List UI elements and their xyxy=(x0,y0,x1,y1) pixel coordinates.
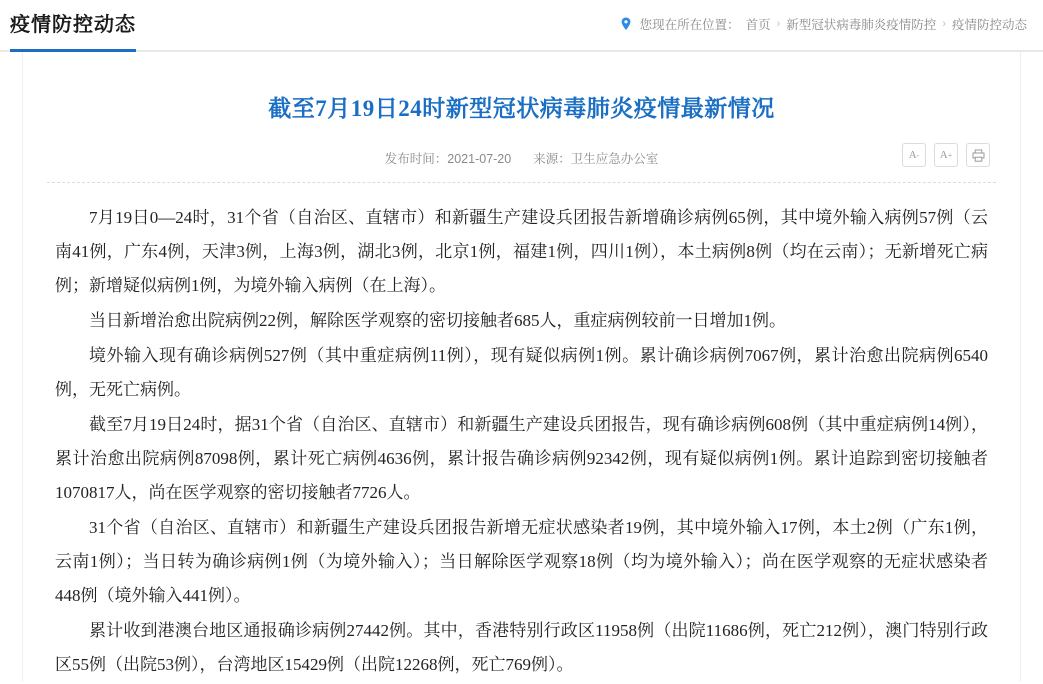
breadcrumb-item-current: 疫情防控动态 xyxy=(951,18,1027,32)
breadcrumb-item-covid-control[interactable]: 新型冠状病毒肺炎疫情防控 xyxy=(786,18,937,32)
article-paragraph: 31个省（自治区、直辖市）和新疆生产建设兵团报告新增无症状感染者19例，其中境外输入17例，本土2例（广东1例，云南1例）；当日转为确诊病例1例（为境外输入）；当日解除医学观察18例（均为境外输入）；尚在医学观察的无症状感染者448例（境外输入441例）。 xyxy=(55,518,988,605)
page-title: 疫情防控动态 xyxy=(10,8,136,43)
article-paragraph: 累计收到港澳台地区通报确诊病例27442例。其中，香港特别行政区11958例（出院11686例，死亡212例），澳门特别行政区55例（出院53例），台湾地区15429例（出院12268例，死亡769例）。 xyxy=(55,621,988,674)
article-title: 截至7月19日24时新型冠状病毒肺炎疫情最新情况 xyxy=(268,96,775,121)
font-increase-button[interactable]: A + xyxy=(934,143,958,167)
content-wrapper xyxy=(0,52,1043,682)
article-meta-text xyxy=(385,149,659,167)
font-decrease-button[interactable]: A - xyxy=(902,143,926,167)
location-pin-icon xyxy=(620,17,632,31)
breadcrumb-item-home[interactable]: 首页 xyxy=(745,18,771,32)
article-tools xyxy=(902,143,990,167)
article-paragraph: 7月19日0—24时，31个省（自治区、直辖市）和新疆生产建设兵团报告新增确诊病例65例，其中境外输入病例57例（云南41例，广东4例，天津3例，上海3例，湖北3例，北京1例，福建1例，四川1例），本土病例8例（均在云南）；无新增死亡病例；新增疑似病例1例，为境外输入病例（在上海）。 xyxy=(55,208,988,295)
article-body xyxy=(47,183,996,682)
article-paragraph: 截至7月19日24时，据31个省（自治区、直辖市）和新疆生产建设兵团报告，现有确诊病例608例（其中重症病例14例），累计治愈出院病例87098例，累计死亡病例4636例，累计报告确诊病例92342例，现有疑似病例1例。累计追踪到密切接触者1070817人，尚在医学观察的密切接触者7726人。 xyxy=(55,415,988,502)
article-paragraph: 境外输入现有确诊病例527例（其中重症病例11例），现有疑似病例1例。累计确诊病例7067例，累计治愈出院病例6540例，无死亡病例。 xyxy=(55,346,988,399)
article-meta-bar xyxy=(47,149,996,183)
publish-time-label: 发布时间： xyxy=(384,152,448,166)
breadcrumb-separator-icon: › xyxy=(776,18,781,30)
page-header xyxy=(0,0,1043,52)
breadcrumb xyxy=(620,15,1027,35)
print-button[interactable] xyxy=(966,143,990,167)
article-paragraph: 当日新增治愈出院病例22例，解除医学观察的密切接触者685人，重症病例较前一日增加1例。 xyxy=(89,311,786,330)
source-value: 卫生应急办公室 xyxy=(570,152,659,166)
publish-time-value: 2021-07-20 xyxy=(447,152,512,166)
breadcrumb-prefix: 您现在所在位置： xyxy=(639,18,740,32)
breadcrumb-separator-icon: › xyxy=(942,18,946,30)
article-container xyxy=(22,52,1021,682)
source-label: 来源： xyxy=(533,152,571,166)
print-icon xyxy=(972,149,985,162)
